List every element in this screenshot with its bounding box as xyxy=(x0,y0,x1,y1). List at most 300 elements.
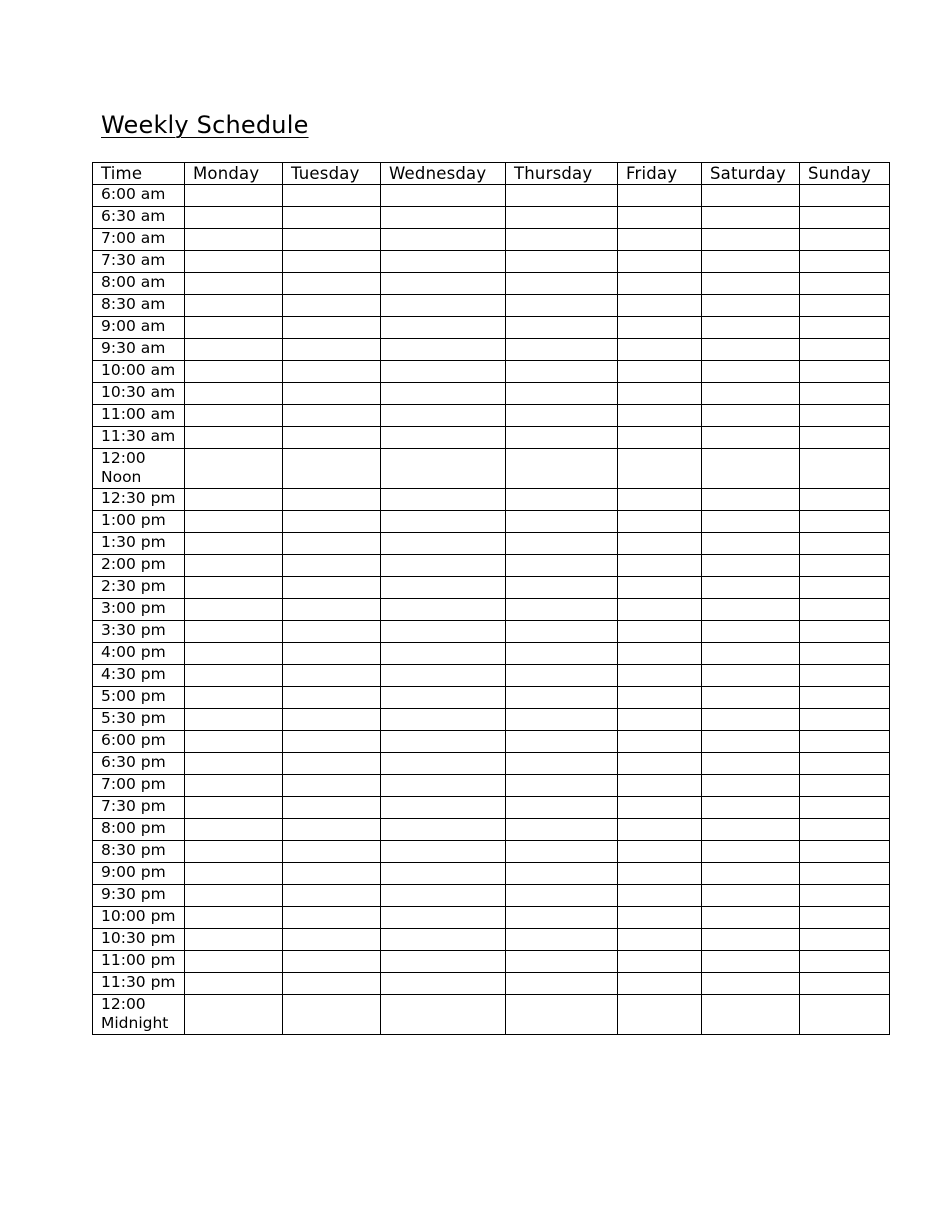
slot-cell-sunday[interactable] xyxy=(800,533,890,555)
slot-cell-friday[interactable] xyxy=(618,361,702,383)
table-row xyxy=(93,185,890,207)
slot-cell-sunday[interactable] xyxy=(800,555,890,577)
slot-cell-wednesday[interactable] xyxy=(381,709,506,731)
table-row xyxy=(93,577,890,599)
slot-cell-monday[interactable] xyxy=(185,383,283,405)
slot-cell-sunday[interactable] xyxy=(800,185,890,207)
slot-cell-monday[interactable] xyxy=(185,797,283,819)
slot-cell-friday[interactable] xyxy=(618,405,702,427)
slot-cell-friday[interactable] xyxy=(618,273,702,295)
slot-cell-tuesday[interactable] xyxy=(283,229,381,251)
slot-cell-friday[interactable] xyxy=(618,665,702,687)
time-cell: 1:00 pm xyxy=(93,511,185,533)
slot-cell-tuesday[interactable] xyxy=(283,731,381,753)
slot-cell-wednesday[interactable] xyxy=(381,731,506,753)
slot-cell-friday[interactable] xyxy=(618,907,702,929)
slot-cell-thursday[interactable] xyxy=(506,511,618,533)
slot-cell-thursday[interactable] xyxy=(506,643,618,665)
slot-cell-sunday[interactable] xyxy=(800,819,890,841)
slot-cell-thursday[interactable] xyxy=(506,753,618,775)
slot-cell-sunday[interactable] xyxy=(800,339,890,361)
slot-cell-thursday[interactable] xyxy=(506,973,618,995)
slot-cell-monday[interactable] xyxy=(185,775,283,797)
slot-cell-friday[interactable] xyxy=(618,621,702,643)
time-cell: 6:30 am xyxy=(93,207,185,229)
slot-cell-friday[interactable] xyxy=(618,599,702,621)
slot-cell-saturday[interactable] xyxy=(702,577,800,599)
slot-cell-saturday[interactable] xyxy=(702,339,800,361)
slot-cell-thursday[interactable] xyxy=(506,709,618,731)
slot-cell-wednesday[interactable] xyxy=(381,251,506,273)
slot-cell-saturday[interactable] xyxy=(702,951,800,973)
slot-cell-thursday[interactable] xyxy=(506,273,618,295)
slot-cell-monday[interactable] xyxy=(185,339,283,361)
slot-cell-friday[interactable] xyxy=(618,489,702,511)
slot-cell-monday[interactable] xyxy=(185,621,283,643)
slot-cell-friday[interactable] xyxy=(618,555,702,577)
slot-cell-tuesday[interactable] xyxy=(283,427,381,449)
slot-cell-monday[interactable] xyxy=(185,555,283,577)
slot-cell-friday[interactable] xyxy=(618,819,702,841)
slot-cell-monday[interactable] xyxy=(185,951,283,973)
slot-cell-wednesday[interactable] xyxy=(381,405,506,427)
slot-cell-monday[interactable] xyxy=(185,841,283,863)
slot-cell-wednesday[interactable] xyxy=(381,995,506,1035)
slot-cell-sunday[interactable] xyxy=(800,273,890,295)
slot-cell-tuesday[interactable] xyxy=(283,665,381,687)
slot-cell-monday[interactable] xyxy=(185,361,283,383)
slot-cell-wednesday[interactable] xyxy=(381,951,506,973)
slot-cell-friday[interactable] xyxy=(618,643,702,665)
slot-cell-thursday[interactable] xyxy=(506,995,618,1035)
slot-cell-sunday[interactable] xyxy=(800,995,890,1035)
slot-cell-monday[interactable] xyxy=(185,863,283,885)
slot-cell-sunday[interactable] xyxy=(800,295,890,317)
slot-cell-monday[interactable] xyxy=(185,819,283,841)
slot-cell-friday[interactable] xyxy=(618,427,702,449)
slot-cell-tuesday[interactable] xyxy=(283,577,381,599)
slot-cell-saturday[interactable] xyxy=(702,929,800,951)
slot-cell-saturday[interactable] xyxy=(702,907,800,929)
table-row xyxy=(93,775,890,797)
slot-cell-saturday[interactable] xyxy=(702,361,800,383)
slot-cell-friday[interactable] xyxy=(618,383,702,405)
slot-cell-friday[interactable] xyxy=(618,709,702,731)
slot-cell-friday[interactable] xyxy=(618,511,702,533)
slot-cell-sunday[interactable] xyxy=(800,775,890,797)
slot-cell-thursday[interactable] xyxy=(506,885,618,907)
table-row xyxy=(93,599,890,621)
slot-cell-wednesday[interactable] xyxy=(381,665,506,687)
slot-cell-saturday[interactable] xyxy=(702,841,800,863)
slot-cell-monday[interactable] xyxy=(185,885,283,907)
slot-cell-tuesday[interactable] xyxy=(283,929,381,951)
slot-cell-wednesday[interactable] xyxy=(381,621,506,643)
table-row xyxy=(93,339,890,361)
slot-cell-tuesday[interactable] xyxy=(283,819,381,841)
slot-cell-tuesday[interactable] xyxy=(283,555,381,577)
time-cell: 4:30 pm xyxy=(93,665,185,687)
slot-cell-saturday[interactable] xyxy=(702,185,800,207)
table-row xyxy=(93,885,890,907)
slot-cell-wednesday[interactable] xyxy=(381,863,506,885)
slot-cell-sunday[interactable] xyxy=(800,577,890,599)
slot-cell-tuesday[interactable] xyxy=(283,489,381,511)
slot-cell-wednesday[interactable] xyxy=(381,533,506,555)
slot-cell-tuesday[interactable] xyxy=(283,405,381,427)
slot-cell-wednesday[interactable] xyxy=(381,599,506,621)
slot-cell-wednesday[interactable] xyxy=(381,819,506,841)
slot-cell-saturday[interactable] xyxy=(702,449,800,489)
slot-cell-wednesday[interactable] xyxy=(381,511,506,533)
table-row xyxy=(93,973,890,995)
time-cell: 7:30 am xyxy=(93,251,185,273)
slot-cell-saturday[interactable] xyxy=(702,383,800,405)
time-cell: 11:00 am xyxy=(93,405,185,427)
slot-cell-sunday[interactable] xyxy=(800,951,890,973)
slot-cell-tuesday[interactable] xyxy=(283,643,381,665)
column-header-friday: Friday xyxy=(618,163,702,185)
slot-cell-thursday[interactable] xyxy=(506,361,618,383)
table-row xyxy=(93,489,890,511)
slot-cell-monday[interactable] xyxy=(185,599,283,621)
slot-cell-wednesday[interactable] xyxy=(381,489,506,511)
slot-cell-thursday[interactable] xyxy=(506,185,618,207)
slot-cell-tuesday[interactable] xyxy=(283,207,381,229)
slot-cell-saturday[interactable] xyxy=(702,665,800,687)
page-title: Weekly Schedule xyxy=(101,111,309,139)
slot-cell-saturday[interactable] xyxy=(702,973,800,995)
slot-cell-saturday[interactable] xyxy=(702,819,800,841)
slot-cell-thursday[interactable] xyxy=(506,929,618,951)
slot-cell-monday[interactable] xyxy=(185,709,283,731)
slot-cell-saturday[interactable] xyxy=(702,405,800,427)
time-cell: 10:00 am xyxy=(93,361,185,383)
table-row xyxy=(93,405,890,427)
slot-cell-saturday[interactable] xyxy=(702,797,800,819)
slot-cell-tuesday[interactable] xyxy=(283,951,381,973)
slot-cell-sunday[interactable] xyxy=(800,841,890,863)
slot-cell-friday[interactable] xyxy=(618,687,702,709)
slot-cell-tuesday[interactable] xyxy=(283,907,381,929)
slot-cell-sunday[interactable] xyxy=(800,709,890,731)
slot-cell-saturday[interactable] xyxy=(702,427,800,449)
slot-cell-saturday[interactable] xyxy=(702,317,800,339)
slot-cell-sunday[interactable] xyxy=(800,317,890,339)
slot-cell-friday[interactable] xyxy=(618,929,702,951)
slot-cell-monday[interactable] xyxy=(185,995,283,1035)
schedule-body xyxy=(93,185,890,1035)
slot-cell-sunday[interactable] xyxy=(800,973,890,995)
slot-cell-sunday[interactable] xyxy=(800,405,890,427)
slot-cell-monday[interactable] xyxy=(185,427,283,449)
slot-cell-sunday[interactable] xyxy=(800,687,890,709)
slot-cell-sunday[interactable] xyxy=(800,229,890,251)
slot-cell-thursday[interactable] xyxy=(506,797,618,819)
slot-cell-saturday[interactable] xyxy=(702,511,800,533)
slot-cell-wednesday[interactable] xyxy=(381,907,506,929)
slot-cell-saturday[interactable] xyxy=(702,863,800,885)
slot-cell-friday[interactable] xyxy=(618,885,702,907)
time-cell: 6:30 pm xyxy=(93,753,185,775)
schedule-table xyxy=(92,162,890,1035)
slot-cell-friday[interactable] xyxy=(618,295,702,317)
slot-cell-tuesday[interactable] xyxy=(283,361,381,383)
slot-cell-wednesday[interactable] xyxy=(381,973,506,995)
slot-cell-wednesday[interactable] xyxy=(381,427,506,449)
slot-cell-thursday[interactable] xyxy=(506,907,618,929)
slot-cell-sunday[interactable] xyxy=(800,665,890,687)
slot-cell-thursday[interactable] xyxy=(506,383,618,405)
column-header-thursday: Thursday xyxy=(506,163,618,185)
slot-cell-thursday[interactable] xyxy=(506,295,618,317)
time-cell: 10:30 pm xyxy=(93,929,185,951)
slot-cell-saturday[interactable] xyxy=(702,753,800,775)
slot-cell-monday[interactable] xyxy=(185,229,283,251)
slot-cell-sunday[interactable] xyxy=(800,907,890,929)
slot-cell-wednesday[interactable] xyxy=(381,317,506,339)
slot-cell-monday[interactable] xyxy=(185,185,283,207)
slot-cell-sunday[interactable] xyxy=(800,489,890,511)
time-cell: 9:30 pm xyxy=(93,885,185,907)
slot-cell-tuesday[interactable] xyxy=(283,753,381,775)
slot-cell-thursday[interactable] xyxy=(506,229,618,251)
slot-cell-friday[interactable] xyxy=(618,533,702,555)
table-row xyxy=(93,383,890,405)
slot-cell-saturday[interactable] xyxy=(702,643,800,665)
slot-cell-monday[interactable] xyxy=(185,929,283,951)
slot-cell-thursday[interactable] xyxy=(506,841,618,863)
slot-cell-friday[interactable] xyxy=(618,229,702,251)
slot-cell-friday[interactable] xyxy=(618,973,702,995)
slot-cell-tuesday[interactable] xyxy=(283,295,381,317)
slot-cell-tuesday[interactable] xyxy=(283,185,381,207)
slot-cell-wednesday[interactable] xyxy=(381,885,506,907)
slot-cell-friday[interactable] xyxy=(618,339,702,361)
column-header-wednesday: Wednesday xyxy=(381,163,506,185)
slot-cell-thursday[interactable] xyxy=(506,427,618,449)
slot-cell-friday[interactable] xyxy=(618,775,702,797)
slot-cell-saturday[interactable] xyxy=(702,533,800,555)
slot-cell-tuesday[interactable] xyxy=(283,863,381,885)
table-row xyxy=(93,643,890,665)
slot-cell-wednesday[interactable] xyxy=(381,449,506,489)
slot-cell-sunday[interactable] xyxy=(800,427,890,449)
slot-cell-wednesday[interactable] xyxy=(381,577,506,599)
slot-cell-monday[interactable] xyxy=(185,251,283,273)
time-cell: 5:30 pm xyxy=(93,709,185,731)
slot-cell-thursday[interactable] xyxy=(506,621,618,643)
slot-cell-sunday[interactable] xyxy=(800,753,890,775)
slot-cell-thursday[interactable] xyxy=(506,863,618,885)
slot-cell-saturday[interactable] xyxy=(702,731,800,753)
slot-cell-wednesday[interactable] xyxy=(381,687,506,709)
slot-cell-monday[interactable] xyxy=(185,295,283,317)
slot-cell-sunday[interactable] xyxy=(800,929,890,951)
slot-cell-thursday[interactable] xyxy=(506,317,618,339)
slot-cell-tuesday[interactable] xyxy=(283,339,381,361)
slot-cell-wednesday[interactable] xyxy=(381,797,506,819)
slot-cell-tuesday[interactable] xyxy=(283,797,381,819)
slot-cell-tuesday[interactable] xyxy=(283,511,381,533)
slot-cell-monday[interactable] xyxy=(185,687,283,709)
slot-cell-wednesday[interactable] xyxy=(381,339,506,361)
slot-cell-friday[interactable] xyxy=(618,995,702,1035)
slot-cell-thursday[interactable] xyxy=(506,489,618,511)
slot-cell-wednesday[interactable] xyxy=(381,929,506,951)
table-row xyxy=(93,621,890,643)
slot-cell-monday[interactable] xyxy=(185,405,283,427)
slot-cell-sunday[interactable] xyxy=(800,449,890,489)
slot-cell-thursday[interactable] xyxy=(506,577,618,599)
slot-cell-saturday[interactable] xyxy=(702,273,800,295)
slot-cell-saturday[interactable] xyxy=(702,555,800,577)
table-row xyxy=(93,797,890,819)
slot-cell-sunday[interactable] xyxy=(800,643,890,665)
slot-cell-monday[interactable] xyxy=(185,533,283,555)
time-cell: 9:30 am xyxy=(93,339,185,361)
slot-cell-saturday[interactable] xyxy=(702,251,800,273)
slot-cell-thursday[interactable] xyxy=(506,819,618,841)
slot-cell-saturday[interactable] xyxy=(702,995,800,1035)
slot-cell-sunday[interactable] xyxy=(800,731,890,753)
slot-cell-wednesday[interactable] xyxy=(381,229,506,251)
slot-cell-wednesday[interactable] xyxy=(381,775,506,797)
slot-cell-wednesday[interactable] xyxy=(381,273,506,295)
time-cell: 6:00 pm xyxy=(93,731,185,753)
slot-cell-tuesday[interactable] xyxy=(283,533,381,555)
slot-cell-tuesday[interactable] xyxy=(283,885,381,907)
slot-cell-friday[interactable] xyxy=(618,185,702,207)
slot-cell-saturday[interactable] xyxy=(702,775,800,797)
slot-cell-sunday[interactable] xyxy=(800,383,890,405)
slot-cell-thursday[interactable] xyxy=(506,339,618,361)
time-cell: 9:00 pm xyxy=(93,863,185,885)
slot-cell-wednesday[interactable] xyxy=(381,841,506,863)
time-cell: 3:00 pm xyxy=(93,599,185,621)
slot-cell-sunday[interactable] xyxy=(800,599,890,621)
slot-cell-friday[interactable] xyxy=(618,863,702,885)
slot-cell-friday[interactable] xyxy=(618,317,702,339)
table-row xyxy=(93,929,890,951)
slot-cell-friday[interactable] xyxy=(618,577,702,599)
slot-cell-thursday[interactable] xyxy=(506,599,618,621)
table-row xyxy=(93,863,890,885)
slot-cell-tuesday[interactable] xyxy=(283,841,381,863)
slot-cell-thursday[interactable] xyxy=(506,951,618,973)
slot-cell-tuesday[interactable] xyxy=(283,775,381,797)
slot-cell-wednesday[interactable] xyxy=(381,383,506,405)
slot-cell-thursday[interactable] xyxy=(506,665,618,687)
slot-cell-friday[interactable] xyxy=(618,449,702,489)
slot-cell-tuesday[interactable] xyxy=(283,621,381,643)
slot-cell-sunday[interactable] xyxy=(800,251,890,273)
slot-cell-saturday[interactable] xyxy=(702,229,800,251)
slot-cell-tuesday[interactable] xyxy=(283,383,381,405)
slot-cell-thursday[interactable] xyxy=(506,687,618,709)
slot-cell-monday[interactable] xyxy=(185,273,283,295)
table-row xyxy=(93,361,890,383)
slot-cell-wednesday[interactable] xyxy=(381,555,506,577)
slot-cell-sunday[interactable] xyxy=(800,207,890,229)
slot-cell-saturday[interactable] xyxy=(702,295,800,317)
slot-cell-sunday[interactable] xyxy=(800,361,890,383)
slot-cell-monday[interactable] xyxy=(185,907,283,929)
slot-cell-thursday[interactable] xyxy=(506,731,618,753)
slot-cell-monday[interactable] xyxy=(185,753,283,775)
slot-cell-monday[interactable] xyxy=(185,449,283,489)
slot-cell-saturday[interactable] xyxy=(702,207,800,229)
slot-cell-monday[interactable] xyxy=(185,317,283,339)
slot-cell-wednesday[interactable] xyxy=(381,207,506,229)
slot-cell-wednesday[interactable] xyxy=(381,361,506,383)
slot-cell-sunday[interactable] xyxy=(800,511,890,533)
slot-cell-monday[interactable] xyxy=(185,665,283,687)
slot-cell-saturday[interactable] xyxy=(702,599,800,621)
slot-cell-sunday[interactable] xyxy=(800,885,890,907)
slot-cell-monday[interactable] xyxy=(185,973,283,995)
slot-cell-thursday[interactable] xyxy=(506,449,618,489)
slot-cell-tuesday[interactable] xyxy=(283,599,381,621)
slot-cell-friday[interactable] xyxy=(618,951,702,973)
slot-cell-monday[interactable] xyxy=(185,731,283,753)
header-row xyxy=(93,163,890,185)
slot-cell-thursday[interactable] xyxy=(506,775,618,797)
slot-cell-tuesday[interactable] xyxy=(283,273,381,295)
slot-cell-thursday[interactable] xyxy=(506,533,618,555)
slot-cell-saturday[interactable] xyxy=(702,489,800,511)
slot-cell-monday[interactable] xyxy=(185,511,283,533)
slot-cell-thursday[interactable] xyxy=(506,405,618,427)
slot-cell-monday[interactable] xyxy=(185,643,283,665)
slot-cell-monday[interactable] xyxy=(185,577,283,599)
slot-cell-tuesday[interactable] xyxy=(283,709,381,731)
slot-cell-wednesday[interactable] xyxy=(381,185,506,207)
slot-cell-tuesday[interactable] xyxy=(283,973,381,995)
slot-cell-friday[interactable] xyxy=(618,251,702,273)
slot-cell-saturday[interactable] xyxy=(702,709,800,731)
slot-cell-friday[interactable] xyxy=(618,797,702,819)
slot-cell-thursday[interactable] xyxy=(506,207,618,229)
slot-cell-monday[interactable] xyxy=(185,207,283,229)
table-row xyxy=(93,951,890,973)
slot-cell-saturday[interactable] xyxy=(702,687,800,709)
slot-cell-wednesday[interactable] xyxy=(381,753,506,775)
slot-cell-friday[interactable] xyxy=(618,753,702,775)
slot-cell-tuesday[interactable] xyxy=(283,317,381,339)
slot-cell-sunday[interactable] xyxy=(800,863,890,885)
slot-cell-tuesday[interactable] xyxy=(283,251,381,273)
slot-cell-saturday[interactable] xyxy=(702,885,800,907)
slot-cell-sunday[interactable] xyxy=(800,797,890,819)
slot-cell-tuesday[interactable] xyxy=(283,449,381,489)
slot-cell-wednesday[interactable] xyxy=(381,643,506,665)
slot-cell-friday[interactable] xyxy=(618,207,702,229)
slot-cell-tuesday[interactable] xyxy=(283,687,381,709)
slot-cell-thursday[interactable] xyxy=(506,251,618,273)
slot-cell-tuesday[interactable] xyxy=(283,995,381,1035)
slot-cell-wednesday[interactable] xyxy=(381,295,506,317)
slot-cell-thursday[interactable] xyxy=(506,555,618,577)
time-cell: 9:00 am xyxy=(93,317,185,339)
table-row xyxy=(93,665,890,687)
slot-cell-monday[interactable] xyxy=(185,489,283,511)
slot-cell-friday[interactable] xyxy=(618,841,702,863)
slot-cell-saturday[interactable] xyxy=(702,621,800,643)
time-cell: 7:00 am xyxy=(93,229,185,251)
slot-cell-friday[interactable] xyxy=(618,731,702,753)
slot-cell-sunday[interactable] xyxy=(800,621,890,643)
